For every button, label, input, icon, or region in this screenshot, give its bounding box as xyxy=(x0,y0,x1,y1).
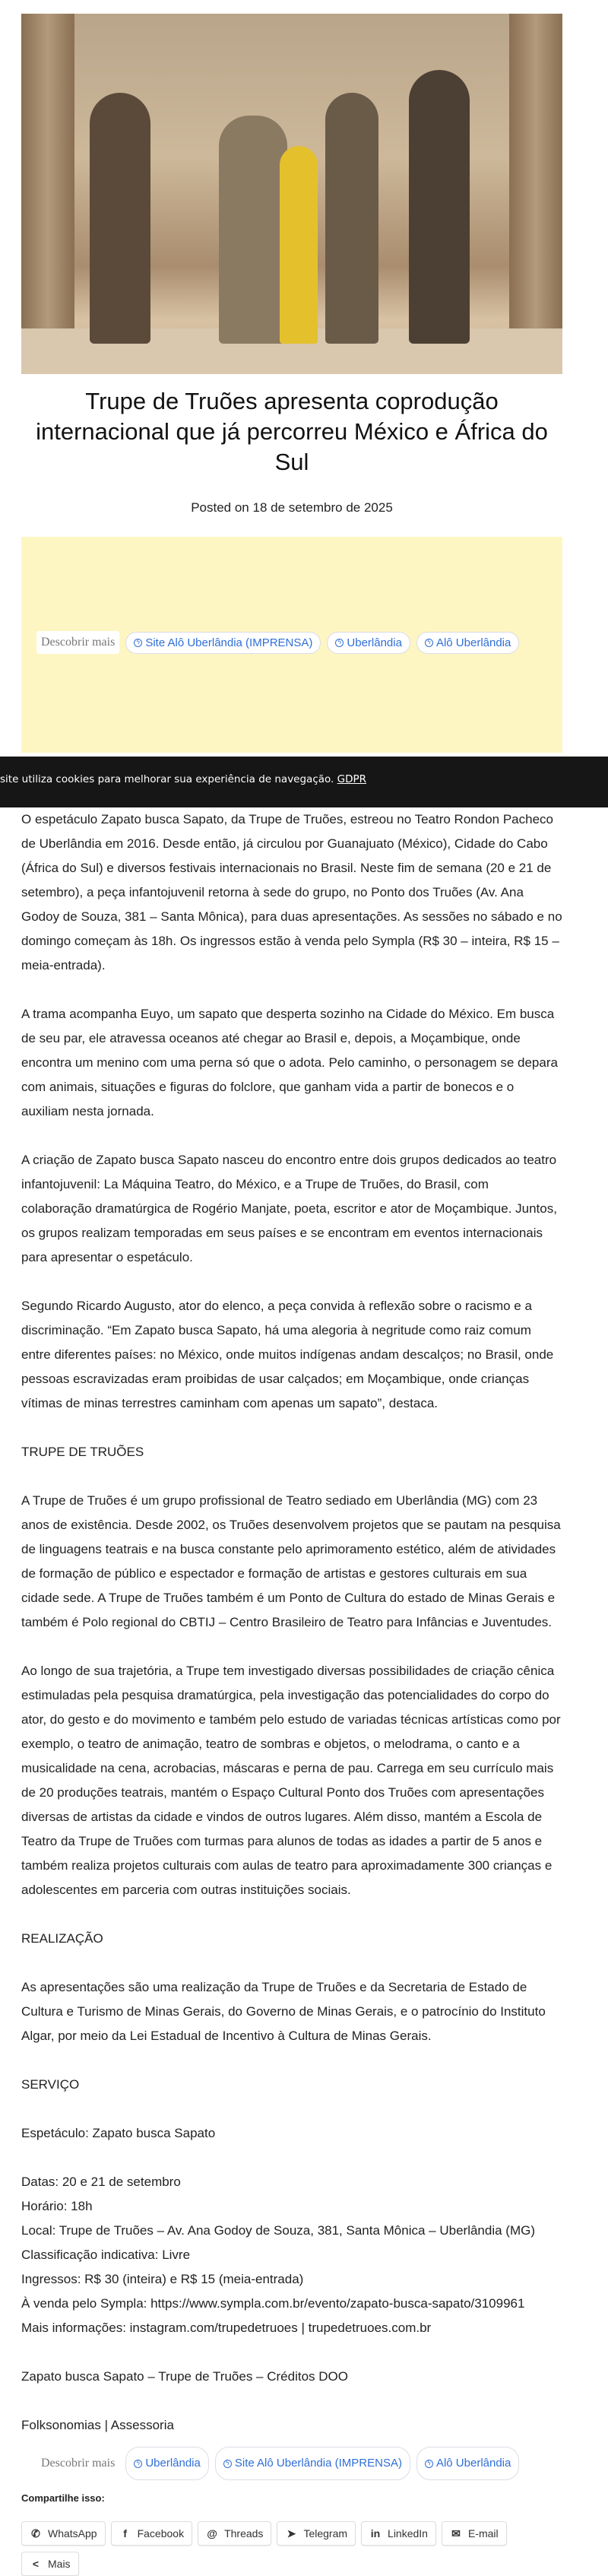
share-icon: < xyxy=(32,2558,40,2570)
whatsapp-icon: ✆ xyxy=(31,2527,40,2540)
discover-link[interactable] xyxy=(327,632,410,654)
telegram-icon: ➤ xyxy=(287,2527,296,2540)
service-line: Mais informações: instagram.com/trupedetruoes | trupedetruoes.com.br xyxy=(21,2321,432,2335)
ad-container xyxy=(21,537,562,753)
cookie-banner xyxy=(0,757,608,807)
linkedin-icon: in xyxy=(370,2527,381,2540)
paragraph: Segundo Ricardo Augusto, ator do elenco, a peça convida à reflexão sobre o racismo e a discriminação. “Em Zapato busca Sapato, há uma alegoria à negritude como raiz comum entre diferentes países: no México, onde muitos indígenas andam descalços; no Brasil, onde pessoas escravizadas eram proibidas de usar calçados; em Moçambique, onde crianças vítimas de minas terrestres caminham com apenas um sapato”, destaca. xyxy=(21,1299,554,1410)
paragraph: Espetáculo: Zapato busca Sapato xyxy=(21,2126,216,2140)
service-line: Horário: 18h xyxy=(21,2199,93,2213)
facebook-icon: f xyxy=(123,2527,127,2540)
lightning-icon: ϟ xyxy=(134,2460,142,2468)
paragraph: As apresentações são uma realização da Trupe de Truões e da Secretaria de Estado de Cultura e Turismo de Minas Gerais, do Governo de Minas Gerais, e o patrocínio do Instituto Algar, por meio da Lei Estadual de Incentivo à Cultura de Minas Gerais. xyxy=(21,1980,546,2043)
lightning-icon: ϟ xyxy=(134,639,142,647)
discover-link[interactable] xyxy=(215,2447,410,2480)
link-label: Alô Uberlândia xyxy=(435,636,511,649)
link-label: Site Alô Uberlândia (IMPRENSA) xyxy=(145,636,313,649)
gdpr-link[interactable]: GDPR xyxy=(337,773,367,785)
lightning-icon: ϟ xyxy=(425,2460,433,2468)
service-info xyxy=(21,2170,562,2340)
photo-credits: Zapato busca Sapato – Trupe de Truões – Créditos DOO xyxy=(21,2369,348,2384)
discover-more-bottom xyxy=(36,2447,562,2480)
paragraph: O espetáculo Zapato busca Sapato, da Trupe de Truões, estreou no Teatro Rondon Pacheco de Uberlândia em 2016. Desde então, já circulou por Guanajuato (México), Cidade do Cabo (África do Sul) e diversos festivais internacionais no Brasil. Neste fim de semana (20 e 21 de setembro), a peça infantojuvenil retorna à sede do grupo, no Ponto dos Truões (Av. Ana Godoy de Souza, 381 – Santa Mônica), para duas apresentações. As sessões no sábado e no domingo começam às 18h. Os ingressos estão à venda pelo Sympla (R$ 30 – inteira, R$ 15 – meia-entrada). xyxy=(21,812,562,972)
share-heading: Compartilhe isso: xyxy=(21,2492,105,2504)
article-title: Trupe de Truões apresenta coprodução internacional que já percorreu México e África do Sul xyxy=(36,388,548,475)
discover-label: Descobrir mais xyxy=(36,631,119,654)
section-heading: SERVIÇO xyxy=(21,2077,80,2092)
link-label: Uberlândia xyxy=(145,2457,201,2470)
share-buttons xyxy=(21,2521,562,2576)
button-label: Mais xyxy=(48,2558,71,2570)
service-line: Datas: 20 e 21 de setembro xyxy=(21,2175,181,2189)
lightning-icon: ϟ xyxy=(335,639,344,647)
posted-date: Posted on 18 de setembro de 2025 xyxy=(191,500,393,515)
discover-link[interactable] xyxy=(125,632,321,654)
button-label: Facebook xyxy=(137,2527,185,2540)
button-label: Telegram xyxy=(303,2527,348,2540)
link-label: Uberlândia xyxy=(347,636,402,649)
lightning-icon: ϟ xyxy=(223,2460,232,2468)
article-body xyxy=(21,807,562,2576)
discover-link[interactable] xyxy=(125,2447,209,2480)
button-label: LinkedIn xyxy=(388,2527,428,2540)
button-label: WhatsApp xyxy=(48,2527,97,2540)
lightning-icon: ϟ xyxy=(425,639,433,647)
discover-link[interactable] xyxy=(416,632,519,654)
share-telegram-button[interactable] xyxy=(277,2521,356,2546)
service-line: Classificação indicativa: Livre xyxy=(21,2248,191,2262)
link-label: Site Alô Uberlândia (IMPRENSA) xyxy=(234,2457,402,2470)
paragraph: A Trupe de Truões é um grupo profissional de Teatro sediado em Uberlândia (MG) com 23 anos de existência. Desde 2002, os Truões desenvolvem projetos que se pautam na pesquisa de linguagens teatrais e na busca constante pelo aprimoramento estético, além de atividades de formação de público e espectador e formação de artistas e gestores culturais em sua cidade sede. A Trupe de Truões também é um Ponto de Cultura do estado de Minas Gerais e também é Polo regional do CBTIJ – Centro Brasileiro de Teatro para Infâncias e Juventudes. xyxy=(21,1493,561,1629)
service-line: Ingressos: R$ 30 (inteira) e R$ 15 (meia-entrada) xyxy=(21,2272,304,2286)
service-line: À venda pelo Sympla: https://www.sympla.com.br/evento/zapato-busca-sapato/3109961 xyxy=(21,2296,525,2311)
share-whatsapp-button[interactable] xyxy=(21,2521,106,2546)
button-label: Threads xyxy=(224,2527,264,2540)
section-heading: REALIZAÇÃO xyxy=(21,1931,103,1946)
cookie-text: site utiliza cookies para melhorar sua experiência de navegação. xyxy=(0,773,334,785)
section-heading: TRUPE DE TRUÕES xyxy=(21,1445,144,1459)
share-facebook-button[interactable] xyxy=(111,2521,192,2546)
share-more-button[interactable] xyxy=(21,2552,79,2576)
paragraph: A criação de Zapato busca Sapato nasceu do encontro entre dois grupos dedicados ao teatro infantojuvenil: La Máquina Teatro, do México, e a Trupe de Truões, do Brasil, com colaboração dramatúrgica de Rogério Manjate, poeta, escritor e ator de Moçambique. Juntos, os grupos realizam temporadas em seus países e se encontram em eventos internacionais para apresentar o espetáculo. xyxy=(21,1153,557,1264)
discover-link[interactable] xyxy=(416,2447,519,2480)
paragraph: A trama acompanha Euyo, um sapato que desperta sozinho na Cidade do México. Em busca de seu par, ele atravessa oceanos até chegar ao Brasil e, depois, a Moçambique, onde encontra um menino com uma perna só que o adota. Pelo caminho, o personagem se depara com animais, situações e figuras do folclore, que ganham vida a partir de bonecos e o auxiliam nesta jornada. xyxy=(21,1007,558,1118)
email-icon: ✉ xyxy=(451,2527,461,2540)
paragraph: Ao longo de sua trajetória, a Trupe tem investigado diversas possibilidades de criação cênica estimuladas pela pesquisa dramatúrgica, pela investigação das potencialidades do corpo do ator, do gesto e do movimento e também pelo estudo de variadas técnicas artísticas como por exemplo, o teatro de animação, teatro de sombras e objetos, o melodrama, o canto e a musicalidade na cena, acrobacias, máscaras e perna de pau. Carrega em seu currículo mais de 20 produções teatrais, mantém o Espaço Cultural Ponto dos Truões com apresentações diversas de artistas da cidade e vindos de outros lugares. Além disso, mantém a Escola de Teatro da Trupe de Truões com turmas para alunos de todas as idades a partir de 5 anos e também realiza projetos culturais com aulas de teatro para aproximadamente 300 crianças e adolescentes em parceria com outras instituições sociais. xyxy=(21,1664,561,1897)
assessoria: Folksonomias | Assessoria xyxy=(21,2418,174,2432)
link-label: Alô Uberlândia xyxy=(435,2457,511,2470)
discover-label: Descobrir mais xyxy=(36,2447,119,2480)
share-threads-button[interactable] xyxy=(198,2521,271,2546)
share-email-button[interactable] xyxy=(442,2521,507,2546)
article-featured-image xyxy=(21,14,562,374)
threads-icon: @ xyxy=(207,2527,217,2540)
discover-more-top xyxy=(36,631,519,654)
button-label: E-mail xyxy=(467,2527,499,2540)
share-linkedin-button[interactable] xyxy=(361,2521,436,2546)
service-line: Local: Trupe de Truões – Av. Ana Godoy de Souza, 381, Santa Mônica – Uberlândia (MG) xyxy=(21,2223,535,2238)
